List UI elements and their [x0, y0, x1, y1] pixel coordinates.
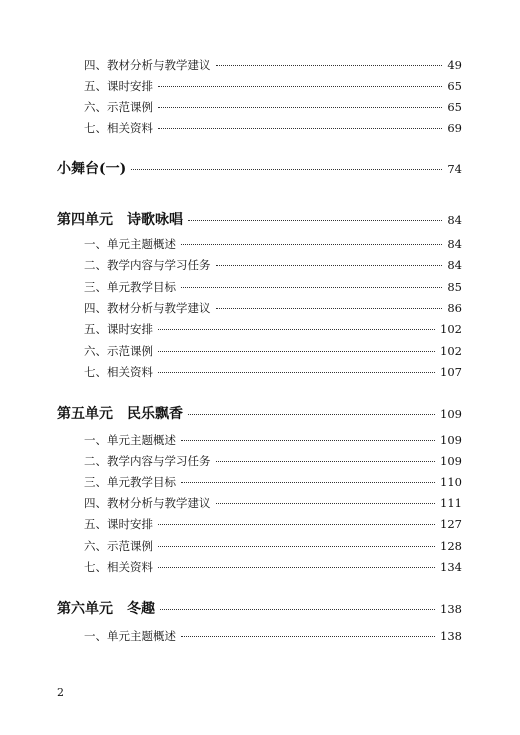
- toc-entry[interactable]: [84, 57, 462, 73]
- dot-leader: [158, 107, 442, 108]
- toc-entry-title: 三、单元教学目标: [84, 475, 176, 489]
- dot-leader: [158, 351, 435, 352]
- toc-entry-page: 69: [447, 121, 462, 135]
- toc-unit-heading[interactable]: [57, 404, 462, 424]
- toc-entry[interactable]: [84, 474, 462, 490]
- toc-entry-page: 102: [440, 322, 462, 336]
- toc-entry[interactable]: [84, 99, 462, 115]
- dot-leader: [216, 308, 443, 309]
- toc-entry[interactable]: [84, 321, 462, 337]
- dot-leader: [160, 609, 435, 610]
- dot-leader: [216, 265, 443, 266]
- dot-leader: [188, 414, 435, 415]
- toc-entry-page: 134: [440, 560, 462, 574]
- toc-entry-page: 86: [447, 301, 462, 315]
- toc-entry-page: 65: [447, 100, 462, 114]
- toc-entry[interactable]: [84, 432, 462, 448]
- toc-entry[interactable]: [84, 453, 462, 469]
- toc-unit-label: [57, 210, 183, 230]
- toc-unit-page: 138: [440, 602, 462, 616]
- toc-entry[interactable]: [84, 257, 462, 273]
- toc-entry[interactable]: [84, 236, 462, 252]
- dot-leader: [158, 567, 435, 568]
- toc-entry-title: 四、教材分析与教学建议: [84, 496, 211, 510]
- toc-entry-title: 五、课时安排: [84, 517, 153, 531]
- toc-unit-number: 第四单元: [57, 212, 113, 228]
- dot-leader: [158, 329, 435, 330]
- toc-entry-page: 138: [440, 629, 462, 643]
- toc-entry[interactable]: [84, 516, 462, 532]
- toc-entry-page: 128: [440, 539, 462, 553]
- toc-section-heading[interactable]: [57, 159, 462, 179]
- toc-entry[interactable]: [84, 495, 462, 511]
- dot-leader: [181, 244, 442, 245]
- toc-entry-page: 65: [447, 79, 462, 93]
- toc-entry-page: 109: [440, 454, 462, 468]
- toc-unit-label: [57, 404, 183, 424]
- toc-unit-title: 民乐飘香: [127, 406, 183, 422]
- dot-leader: [158, 128, 442, 129]
- dot-leader: [216, 65, 443, 66]
- toc-entry-page: 102: [440, 344, 462, 358]
- dot-leader: [158, 372, 435, 373]
- toc-unit-title: 诗歌咏唱: [127, 212, 183, 228]
- toc-entry[interactable]: [84, 628, 462, 644]
- toc-entry-title: 五、课时安排: [84, 79, 153, 93]
- toc-entry-page: 111: [440, 496, 462, 510]
- toc-entry-page: 107: [440, 365, 462, 379]
- toc-entry[interactable]: [84, 343, 462, 359]
- toc-unit-label: [57, 599, 155, 619]
- toc-section-title: 小舞台(一): [57, 161, 127, 177]
- toc-entry-page: 85: [447, 280, 462, 294]
- toc-entry-title: 六、示范课例: [84, 539, 153, 553]
- dot-leader: [181, 636, 435, 637]
- toc-unit-number: 第六单元: [57, 601, 113, 617]
- toc-unit-number: 第五单元: [57, 406, 113, 422]
- toc-entry-title: 六、示范课例: [84, 344, 153, 358]
- toc-section-page: 74: [447, 162, 462, 176]
- toc-entry-title: 七、相关资料: [84, 121, 153, 135]
- page-number: 2: [57, 686, 64, 699]
- dot-leader: [158, 86, 442, 87]
- toc-entry-title: 二、教学内容与学习任务: [84, 454, 211, 468]
- toc-entry-title: 七、相关资料: [84, 365, 153, 379]
- toc-entry-title: 四、教材分析与教学建议: [84, 58, 211, 72]
- dot-leader: [188, 220, 442, 221]
- toc-unit-page: 109: [440, 407, 462, 421]
- dot-leader: [181, 440, 435, 441]
- dot-leader: [216, 461, 436, 462]
- toc-entry-page: 110: [440, 475, 462, 489]
- toc-entry-title: 六、示范课例: [84, 100, 153, 114]
- toc-entry-title: 二、教学内容与学习任务: [84, 258, 211, 272]
- toc-entry-title: 一、单元主题概述: [84, 433, 176, 447]
- toc-entry[interactable]: [84, 300, 462, 316]
- toc-entry-title: 三、单元教学目标: [84, 280, 176, 294]
- toc-unit-title: 冬趣: [127, 601, 155, 617]
- toc-entry-page: 127: [440, 517, 462, 531]
- toc-unit-heading[interactable]: [57, 210, 462, 230]
- toc-entry[interactable]: [84, 538, 462, 554]
- toc-entry[interactable]: [84, 559, 462, 575]
- toc-entry-page: 49: [447, 58, 462, 72]
- toc-entry-title: 一、单元主题概述: [84, 237, 176, 251]
- toc-entry-page: 84: [447, 237, 462, 251]
- dot-leader: [158, 546, 435, 547]
- toc-entry-title: 四、教材分析与教学建议: [84, 301, 211, 315]
- toc-unit-page: 84: [447, 213, 462, 227]
- toc-entry-page: 109: [440, 433, 462, 447]
- toc-entry-title: 一、单元主题概述: [84, 629, 176, 643]
- toc-entry[interactable]: [84, 78, 462, 94]
- dot-leader: [216, 503, 436, 504]
- toc-entry[interactable]: [84, 364, 462, 380]
- toc-entry-title: 七、相关资料: [84, 560, 153, 574]
- dot-leader: [181, 482, 435, 483]
- toc-entry-page: 84: [447, 258, 462, 272]
- toc-unit-heading[interactable]: [57, 599, 462, 619]
- toc-entry[interactable]: [84, 120, 462, 136]
- dot-leader: [158, 524, 435, 525]
- dot-leader: [131, 169, 442, 170]
- toc-entry[interactable]: [84, 279, 462, 295]
- toc-entry-title: 五、课时安排: [84, 322, 153, 336]
- dot-leader: [181, 287, 442, 288]
